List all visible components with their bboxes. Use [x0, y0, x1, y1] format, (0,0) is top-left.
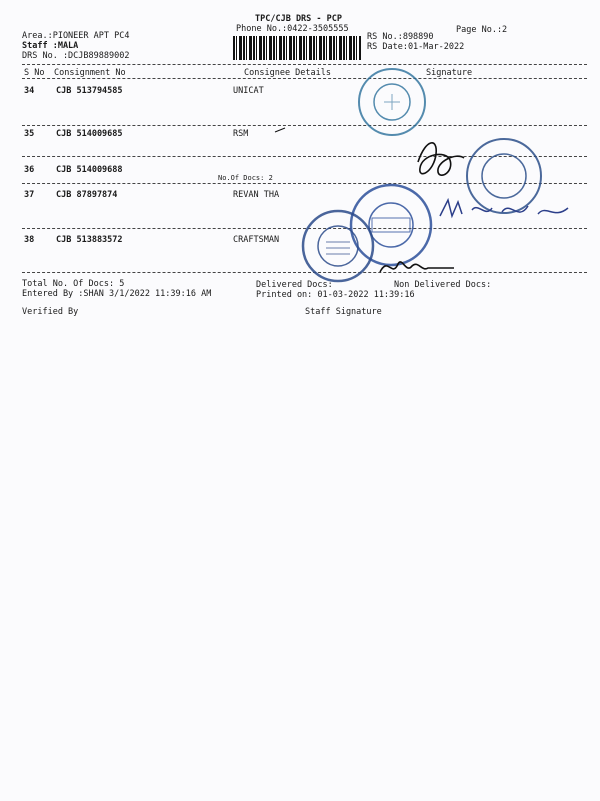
total-docs: Total No. Of Docs: 5: [22, 279, 125, 289]
printed-on: Printed on: 01-03-2022 11:39:16: [256, 290, 415, 300]
page-number: Page No.:2: [456, 25, 508, 35]
row-consignment: CJB 513883572: [56, 235, 123, 245]
craftsman-stamp: [300, 208, 376, 288]
signature-scribble: [378, 252, 458, 282]
row-consignment: CJB 87897874: [56, 190, 118, 200]
rs-date: RS Date:01-Mar-2022: [367, 42, 465, 52]
divider: [22, 78, 587, 79]
divider: [22, 156, 587, 157]
row-sno: 34: [24, 86, 35, 96]
staff-label: Staff :MALA: [22, 41, 79, 51]
row-sno: 35: [24, 129, 35, 139]
divider: [22, 228, 587, 229]
row-consignee: CRAFTSMAN: [233, 235, 280, 245]
divider: [22, 64, 587, 65]
col-header-consignee: Consignee Details: [244, 68, 331, 78]
signature-scribble: [438, 192, 578, 230]
verified-by: Verified By: [22, 307, 79, 317]
phone-number: Phone No.:0422-3505555: [236, 24, 349, 34]
barcode: [233, 36, 361, 60]
signature-scribble: [410, 132, 470, 188]
services-stamp: [348, 182, 434, 272]
rsm-stamp: [464, 136, 544, 220]
drs-number: DRS No. :DCJB89889002: [22, 51, 130, 61]
area-label: Area.:PIONEER APT PC4: [22, 31, 130, 41]
delivered-docs: Delivered Docs:: [256, 280, 333, 290]
row-sno: 37: [24, 190, 35, 200]
divider: [22, 272, 587, 273]
row-sno: 36: [24, 165, 35, 175]
row-note: No.Of Docs: 2: [218, 174, 273, 182]
row-consignment: CJB 513794585: [56, 86, 123, 96]
col-header-consignment: Consignment No: [54, 68, 126, 78]
document-title: TPC/CJB DRS - PCP: [255, 14, 342, 24]
rs-number: RS No.:898890: [367, 32, 434, 42]
row-consignment: CJB 514009688: [56, 165, 123, 175]
staff-signature-label: Staff Signature: [305, 307, 382, 317]
non-delivered-docs: Non Delivered Docs:: [394, 280, 492, 290]
entered-by: Entered By :SHAN 3/1/2022 11:39:16 AM: [22, 289, 212, 299]
row-consignee: REVAN THA: [233, 190, 280, 200]
row-sno: 38: [24, 235, 35, 245]
row-consignment: CJB 514009685: [56, 129, 123, 139]
row-consignee: RSM: [233, 129, 249, 139]
pen-mark: [274, 118, 286, 137]
divider: [22, 183, 587, 184]
col-header-signature: Signature: [426, 68, 473, 78]
divider: [22, 125, 587, 126]
col-header-sno: S No: [24, 68, 45, 78]
row-consignee: UNICAT: [233, 86, 264, 96]
